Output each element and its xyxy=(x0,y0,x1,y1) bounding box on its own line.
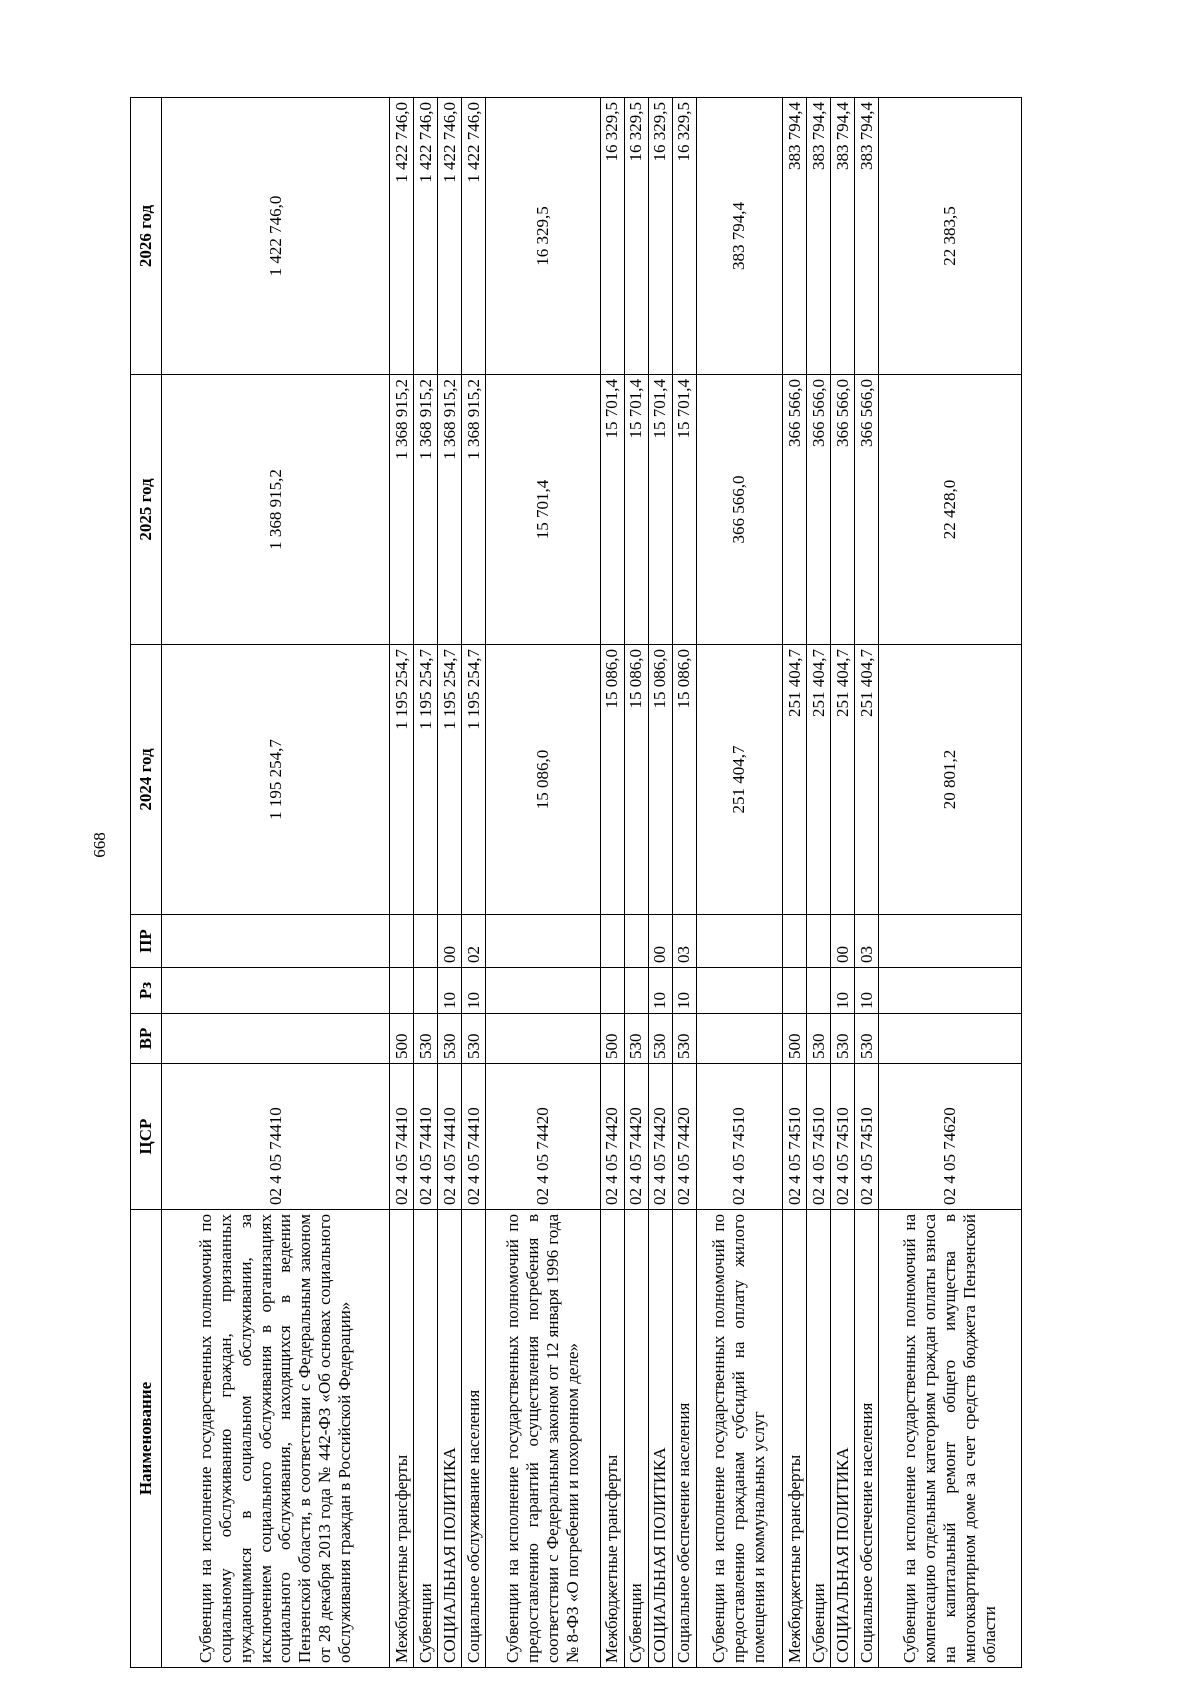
table-row xyxy=(878,98,1021,1668)
cell-y2026: 1 422 746,0 xyxy=(461,98,485,375)
header-name: Наименование xyxy=(131,1210,162,1668)
cell-y2025: 15 701,4 xyxy=(600,375,624,645)
cell-pr xyxy=(782,915,806,968)
table-row xyxy=(782,98,806,1668)
cell-y2026: 1 422 746,0 xyxy=(389,98,413,375)
cell-y2024: 1 195 254,7 xyxy=(437,645,461,915)
header-2024: 2024 год xyxy=(131,645,162,915)
cell-rz xyxy=(413,968,437,1014)
cell-y2025: 366 566,0 xyxy=(782,375,806,645)
cell-y2024: 15 086,0 xyxy=(485,645,600,915)
cell-y2025: 1 368 915,2 xyxy=(461,375,485,645)
cell-vr xyxy=(162,1014,390,1064)
cell-pr xyxy=(413,915,437,968)
cell-pr xyxy=(878,915,1021,968)
cell-y2026: 1 422 746,0 xyxy=(437,98,461,375)
cell-pr xyxy=(624,915,648,968)
cell-y2026: 22 383,5 xyxy=(878,98,1021,375)
cell-y2024: 251 404,7 xyxy=(830,645,854,915)
cell-y2026: 16 329,5 xyxy=(600,98,624,375)
cell-y2024: 251 404,7 xyxy=(696,645,782,915)
cell-vr: 530 xyxy=(854,1014,878,1064)
cell-y2024: 15 086,0 xyxy=(624,645,648,915)
cell-y2026: 1 422 746,0 xyxy=(413,98,437,375)
cell-vr: 500 xyxy=(782,1014,806,1064)
rotated-page-content xyxy=(130,98,1022,1668)
table-row xyxy=(806,98,830,1668)
cell-csr: 02 4 05 74510 xyxy=(782,1064,806,1210)
cell-csr: 02 4 05 74620 xyxy=(878,1064,1021,1210)
cell-y2024: 15 086,0 xyxy=(648,645,672,915)
cell-vr: 530 xyxy=(413,1014,437,1064)
cell-y2025: 1 368 915,2 xyxy=(162,375,390,645)
cell-y2026: 383 794,4 xyxy=(806,98,830,375)
cell-y2026: 383 794,4 xyxy=(830,98,854,375)
cell-y2026: 16 329,5 xyxy=(648,98,672,375)
cell-pr xyxy=(389,915,413,968)
cell-pr xyxy=(600,915,624,968)
cell-y2024: 1 195 254,7 xyxy=(461,645,485,915)
table-row xyxy=(413,98,437,1668)
cell-vr: 530 xyxy=(648,1014,672,1064)
cell-rz xyxy=(782,968,806,1014)
cell-csr: 02 4 05 74510 xyxy=(806,1064,830,1210)
cell-pr xyxy=(696,915,782,968)
cell-y2026: 383 794,4 xyxy=(854,98,878,375)
cell-y2026: 383 794,4 xyxy=(782,98,806,375)
cell-rz: 10 xyxy=(672,968,696,1014)
cell-csr: 02 4 05 74510 xyxy=(830,1064,854,1210)
cell-name: Межбюджетные трансферты xyxy=(600,1210,624,1668)
header-vr: ВР xyxy=(131,1014,162,1064)
cell-rz xyxy=(624,968,648,1014)
cell-pr: 03 xyxy=(672,915,696,968)
cell-rz xyxy=(600,968,624,1014)
cell-y2025: 22 428,0 xyxy=(878,375,1021,645)
cell-vr: 500 xyxy=(600,1014,624,1064)
cell-rz: 10 xyxy=(854,968,878,1014)
budget-table xyxy=(130,97,1022,1668)
cell-pr xyxy=(806,915,830,968)
cell-vr: 530 xyxy=(461,1014,485,1064)
table-row xyxy=(389,98,413,1668)
cell-y2024: 1 195 254,7 xyxy=(162,645,390,915)
cell-rz xyxy=(696,968,782,1014)
cell-name: Межбюджетные трансферты xyxy=(389,1210,413,1668)
cell-y2025: 366 566,0 xyxy=(806,375,830,645)
cell-csr: 02 4 05 74410 xyxy=(461,1064,485,1210)
cell-rz: 10 xyxy=(461,968,485,1014)
cell-y2024: 1 195 254,7 xyxy=(413,645,437,915)
cell-y2025: 15 701,4 xyxy=(485,375,600,645)
cell-y2025: 366 566,0 xyxy=(854,375,878,645)
cell-y2025: 15 701,4 xyxy=(672,375,696,645)
cell-y2026: 16 329,5 xyxy=(672,98,696,375)
cell-name: Субвенции на исполнение государственных полномочий по социальному обслуживанию граждан, признанных нуждающимися в социальном обслуживании, за исключением социального обслуживания в организациях социального обслуживания, находящихся в ведении Пензенской области, в соответствии с Федеральным законом от 28 декабря 2013 года № 442-ФЗ «Об основах социального обслуживания граждан в Российской Федерации» xyxy=(162,1210,390,1668)
cell-name: Субвенции на исполнение государственных полномочий на компенсацию отдельным категориям граждан оплаты взноса на капитальный ремонт общего имущества в многоквартирном доме за счет средств бюджета Пензенской области xyxy=(878,1210,1021,1668)
cell-vr xyxy=(878,1014,1021,1064)
cell-rz: 10 xyxy=(437,968,461,1014)
header-csr: ЦСР xyxy=(131,1064,162,1210)
cell-pr: 03 xyxy=(854,915,878,968)
cell-csr: 02 4 05 74410 xyxy=(162,1064,390,1210)
cell-pr: 02 xyxy=(461,915,485,968)
header-rz: Рз xyxy=(131,968,162,1014)
cell-rz xyxy=(389,968,413,1014)
table-row xyxy=(485,98,600,1668)
cell-csr: 02 4 05 74420 xyxy=(600,1064,624,1210)
cell-rz: 10 xyxy=(830,968,854,1014)
cell-name: Социальное обеспечение населения xyxy=(854,1210,878,1668)
cell-y2026: 1 422 746,0 xyxy=(162,98,390,375)
cell-name: Субвенции xyxy=(413,1210,437,1668)
cell-name: СОЦИАЛЬНАЯ ПОЛИТИКА xyxy=(830,1210,854,1668)
cell-name: Субвенции на исполнение государственных полномочий по предоставлению гражданам субсидий на оплату жилого помещения и коммунальных услуг xyxy=(696,1210,782,1668)
cell-pr: 00 xyxy=(830,915,854,968)
cell-csr: 02 4 05 74410 xyxy=(437,1064,461,1210)
cell-y2025: 1 368 915,2 xyxy=(413,375,437,645)
table-row xyxy=(461,98,485,1668)
cell-csr: 02 4 05 74510 xyxy=(854,1064,878,1210)
table-row xyxy=(600,98,624,1668)
cell-y2025: 15 701,4 xyxy=(648,375,672,645)
table-row xyxy=(437,98,461,1668)
cell-csr: 02 4 05 74410 xyxy=(413,1064,437,1210)
header-pr: ПР xyxy=(131,915,162,968)
cell-y2025: 366 566,0 xyxy=(696,375,782,645)
cell-name: Социальное обслуживание населения xyxy=(461,1210,485,1668)
table-header-row xyxy=(131,98,162,1668)
cell-csr: 02 4 05 74420 xyxy=(624,1064,648,1210)
cell-name: Межбюджетные трансферты xyxy=(782,1210,806,1668)
cell-y2024: 251 404,7 xyxy=(782,645,806,915)
cell-vr: 500 xyxy=(389,1014,413,1064)
cell-vr: 530 xyxy=(437,1014,461,1064)
cell-pr: 00 xyxy=(648,915,672,968)
cell-y2026: 16 329,5 xyxy=(624,98,648,375)
cell-y2025: 1 368 915,2 xyxy=(389,375,413,645)
cell-y2024: 251 404,7 xyxy=(806,645,830,915)
cell-y2024: 1 195 254,7 xyxy=(389,645,413,915)
table-row xyxy=(648,98,672,1668)
table-row xyxy=(624,98,648,1668)
cell-vr: 530 xyxy=(806,1014,830,1064)
cell-pr: 00 xyxy=(437,915,461,968)
cell-pr xyxy=(485,915,600,968)
cell-csr: 02 4 05 74410 xyxy=(389,1064,413,1210)
cell-y2025: 1 368 915,2 xyxy=(437,375,461,645)
table-row xyxy=(854,98,878,1668)
page-number: 668 xyxy=(90,832,109,858)
cell-csr: 02 4 05 74420 xyxy=(648,1064,672,1210)
cell-name: Субвенции на исполнение государственных полномочий по предоставлению гарантий осуществления погребения в соответствии с Федеральным законом от 12 января 1996 года № 8-ФЗ «О погребении и похоронном деле» xyxy=(485,1210,600,1668)
cell-rz: 10 xyxy=(648,968,672,1014)
cell-vr xyxy=(485,1014,600,1064)
cell-pr xyxy=(162,915,390,968)
cell-csr: 02 4 05 74420 xyxy=(485,1064,600,1210)
header-2025: 2025 год xyxy=(131,375,162,645)
table-row xyxy=(672,98,696,1668)
cell-csr: 02 4 05 74420 xyxy=(672,1064,696,1210)
cell-name: СОЦИАЛЬНАЯ ПОЛИТИКА xyxy=(648,1210,672,1668)
cell-y2025: 366 566,0 xyxy=(830,375,854,645)
header-2026: 2026 год xyxy=(131,98,162,375)
cell-rz xyxy=(806,968,830,1014)
table-row xyxy=(696,98,782,1668)
cell-vr: 530 xyxy=(672,1014,696,1064)
cell-name: Субвенции xyxy=(624,1210,648,1668)
cell-y2024: 15 086,0 xyxy=(672,645,696,915)
cell-name: СОЦИАЛЬНАЯ ПОЛИТИКА xyxy=(437,1210,461,1668)
cell-csr: 02 4 05 74510 xyxy=(696,1064,782,1210)
cell-name: Социальное обеспечение населения xyxy=(672,1210,696,1668)
table-row xyxy=(162,98,390,1668)
table-row xyxy=(830,98,854,1668)
cell-y2024: 20 801,2 xyxy=(878,645,1021,915)
cell-y2026: 16 329,5 xyxy=(485,98,600,375)
cell-vr: 530 xyxy=(624,1014,648,1064)
cell-name: Субвенции xyxy=(806,1210,830,1668)
cell-rz xyxy=(162,968,390,1014)
cell-vr: 530 xyxy=(830,1014,854,1064)
cell-y2024: 15 086,0 xyxy=(600,645,624,915)
cell-rz xyxy=(878,968,1021,1014)
cell-y2024: 251 404,7 xyxy=(854,645,878,915)
cell-y2025: 15 701,4 xyxy=(624,375,648,645)
table-body xyxy=(162,98,1022,1668)
cell-y2026: 383 794,4 xyxy=(696,98,782,375)
cell-vr xyxy=(696,1014,782,1064)
cell-rz xyxy=(485,968,600,1014)
